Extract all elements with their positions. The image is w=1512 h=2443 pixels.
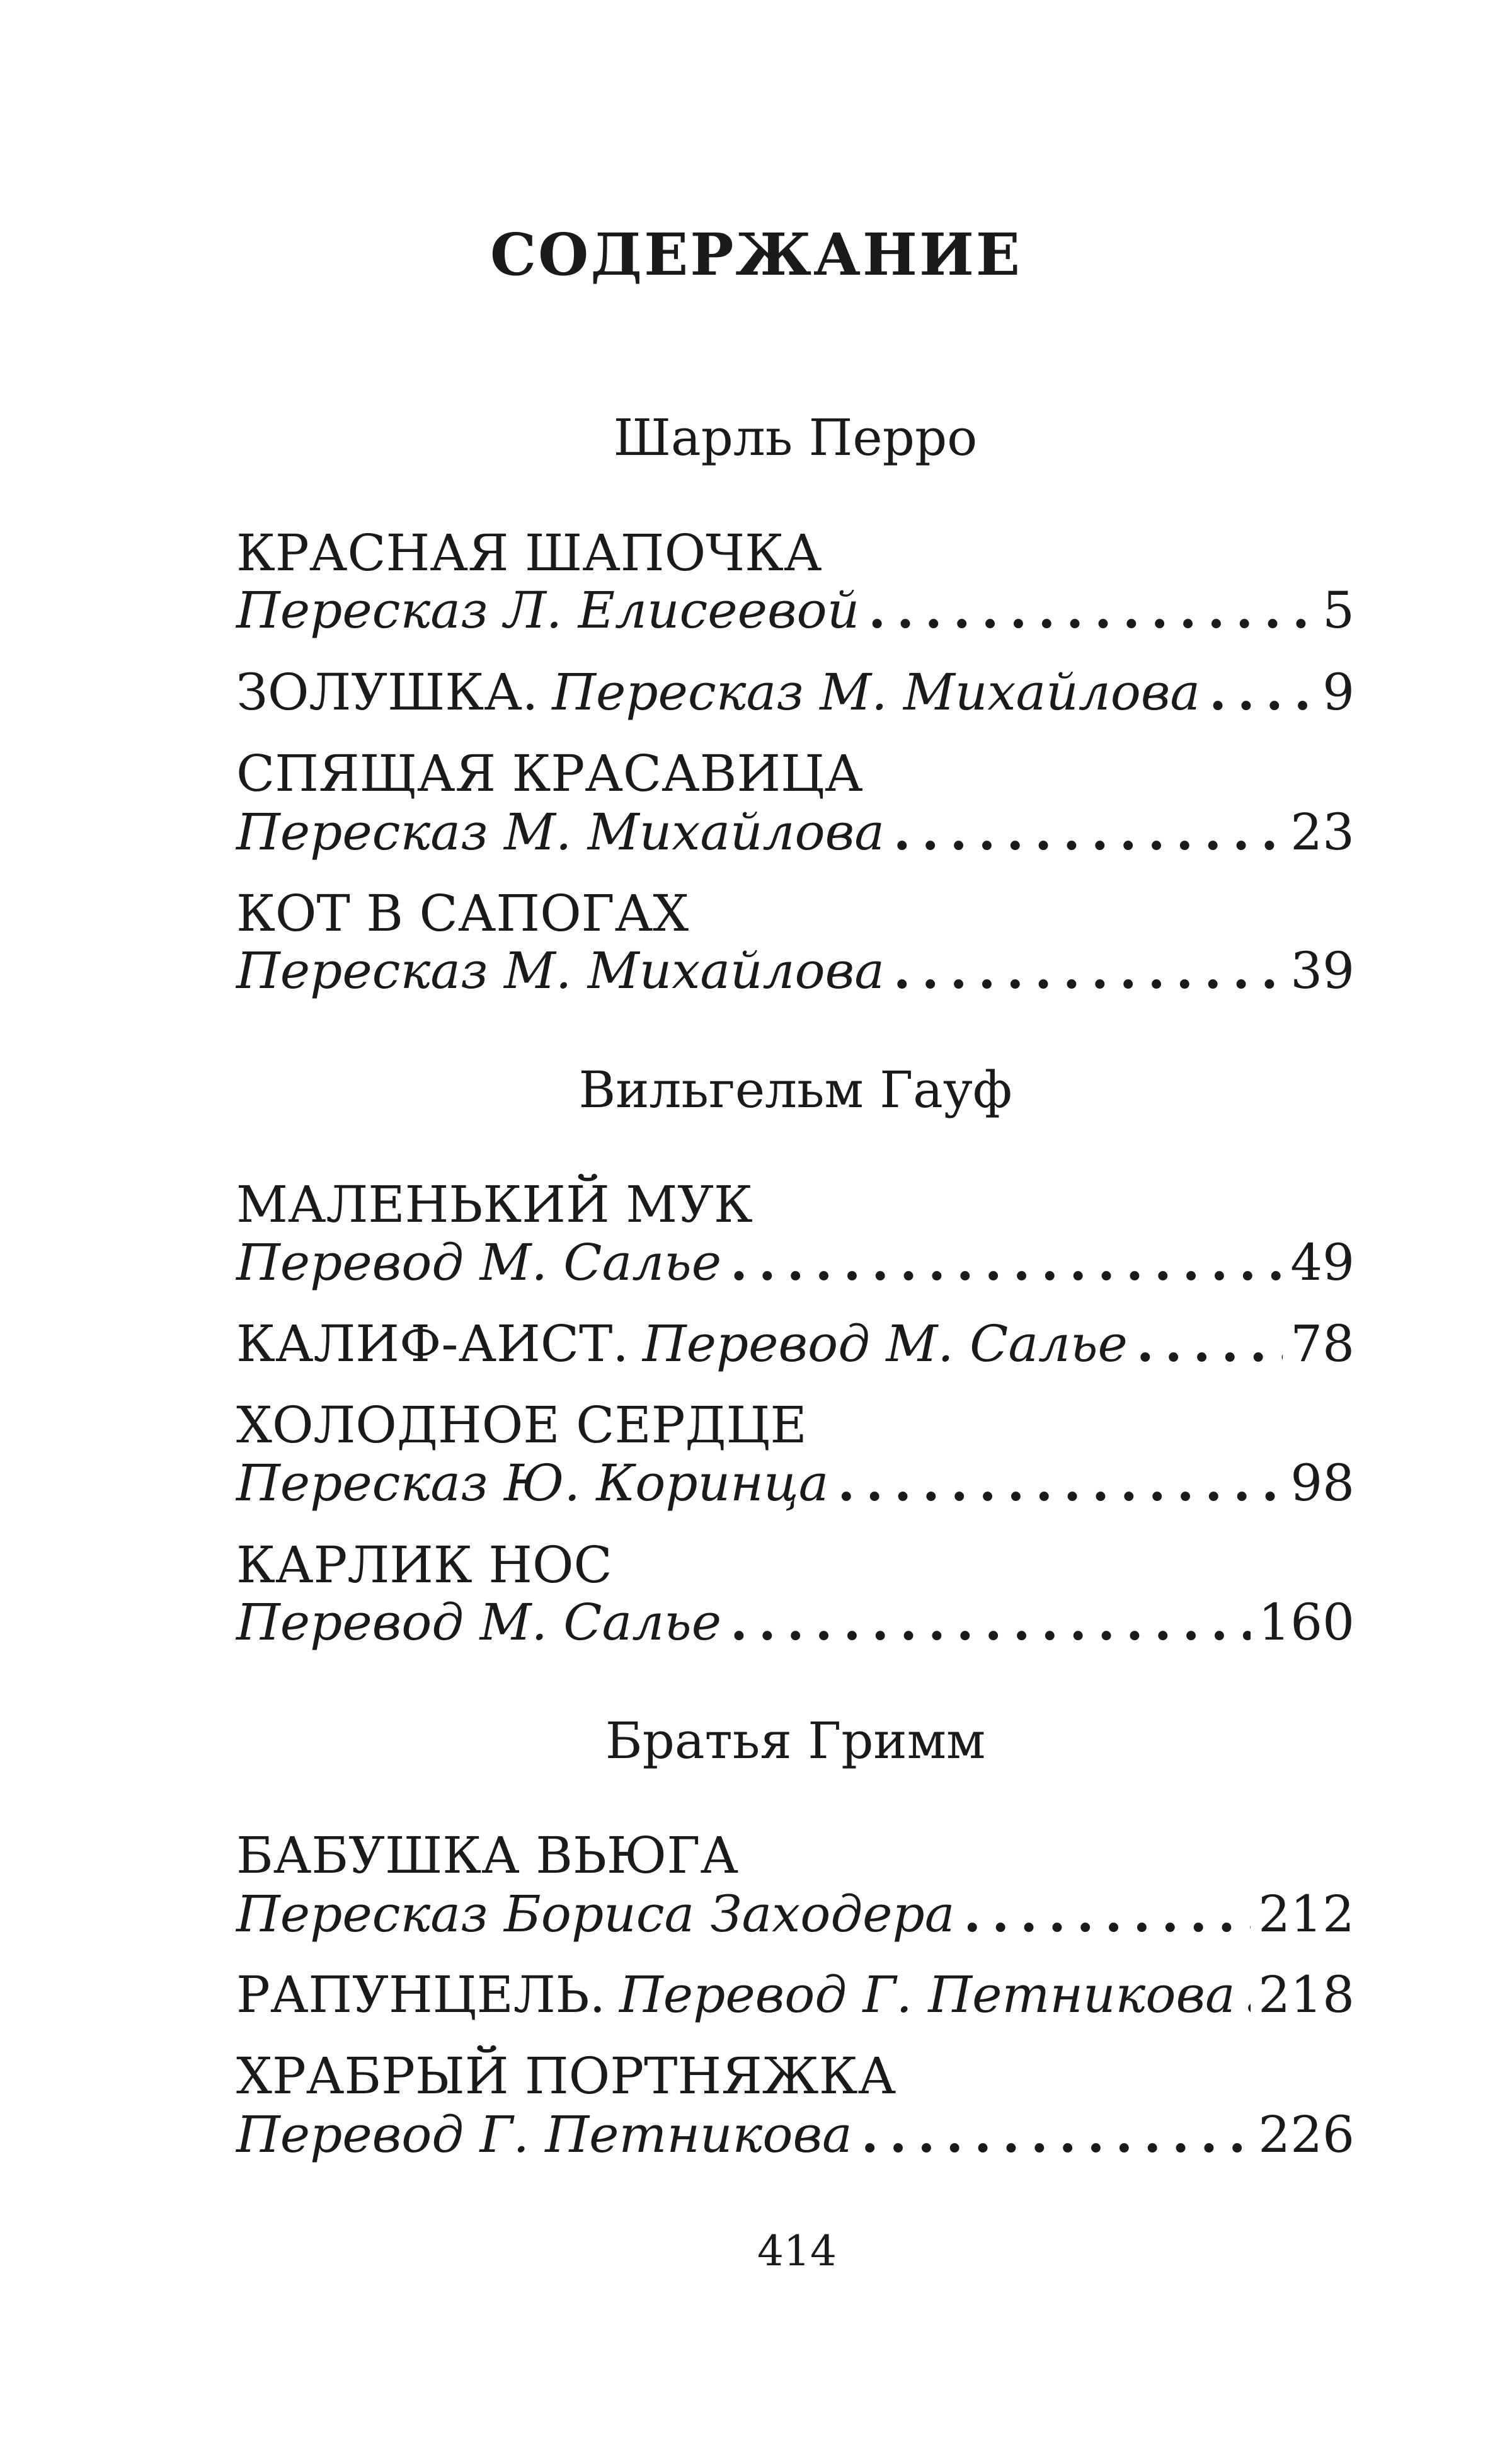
toc-entry-title: МАЛЕНЬКИЙ МУК [236,1175,753,1234]
toc-entry-translator: Перевод Г. Петникова [236,2105,852,2164]
toc-entry-translator: Перевод М. Салье [236,1593,722,1652]
toc-entry-title: ХОЛОДНОЕ СЕРДЦЕ [236,1396,807,1454]
section-author: Вильгельм Гауф [578,1061,1012,1119]
page-number: 414 [757,2227,837,2275]
leader-dots [868,585,1315,635]
leader-dots [1244,1969,1251,2020]
leader-dots [837,1457,1283,1508]
toc-entry-page: 49 [1290,1233,1354,1292]
toc-entry[interactable] [236,1454,1354,1512]
toc-entry-page: 78 [1290,1314,1354,1373]
toc-entry[interactable] [236,1885,1354,1943]
leader-dots [730,1237,1283,1287]
toc-entry-page: 98 [1290,1454,1354,1512]
toc-entry-title: РАПУНЦЕЛЬ. [236,1965,606,2024]
toc-entry[interactable] [236,803,1354,861]
leader-dots [893,945,1283,996]
toc-entry-translator: Перевод М. Салье [236,1233,722,1292]
toc-entry-title: КРАСНАЯ ШАПОЧКА [236,524,822,582]
toc-entry-translator: Перевод М. Салье [642,1314,1128,1373]
toc-entry-page: 23 [1290,803,1354,861]
toc-entry-page: 226 [1258,2105,1354,2164]
toc-entry[interactable] [236,663,1354,721]
toc-entry-title: КАРЛИК НОС [236,1536,612,1594]
leader-dots [963,1888,1251,1939]
toc-entry-title: КОТ В САПОГАХ [236,884,689,943]
toc-entry-page: 5 [1322,581,1354,640]
toc-entry-page: 212 [1258,1885,1354,1943]
toc-entry-title: БАБУШКА ВЬЮГА [236,1826,738,1885]
toc-entry-page: 9 [1322,663,1354,721]
page-title: СОДЕРЖАНИЕ [490,221,1022,289]
toc-entry-title: ЗОЛУШКА. [236,663,539,721]
section-author: Шарль Перро [613,408,978,467]
toc-entry-page: 39 [1290,941,1354,1000]
toc-entry-page: 160 [1258,1593,1354,1652]
toc-entry-translator: Пересказ М. Михайлова [236,803,885,861]
toc-entry-title: КАЛИФ-АИСТ. [236,1314,629,1373]
toc-entry-translator: Пересказ Ю. Коринца [236,1454,829,1512]
section-author: Братья Гримм [605,1711,986,1770]
toc-entry-translator: Пересказ М. Михайлова [236,941,885,1000]
leader-dots [861,2109,1251,2159]
leader-dots [1209,667,1315,717]
toc-entry-translator: Пересказ М. Михайлова [552,663,1201,721]
toc-entry[interactable] [236,941,1354,1000]
toc-entry-title: СПЯЩАЯ КРАСАВИЦА [236,744,863,803]
toc-entry-page: 218 [1258,1965,1354,2024]
leader-dots [730,1597,1251,1647]
toc-entry-title: ХРАБРЫЙ ПОРТНЯЖКА [236,2047,896,2105]
toc-entry[interactable] [236,2105,1354,2164]
toc-entry-translator: Пересказ Л. Елисеевой [236,581,860,640]
toc-entry[interactable] [236,1233,1354,1292]
toc-entry-translator: Перевод Г. Петникова [619,1965,1235,2024]
leader-dots [1137,1318,1283,1369]
toc-entry[interactable] [236,1965,1354,2024]
toc-entry[interactable] [236,1593,1354,1652]
toc-entry[interactable] [236,581,1354,640]
toc-entry[interactable] [236,1314,1354,1373]
toc-entry-translator: Пересказ Бориса Заходера [236,1885,955,1943]
leader-dots [893,807,1283,857]
